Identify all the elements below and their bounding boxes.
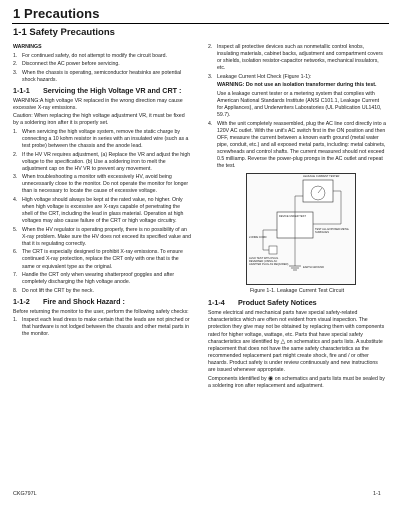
- list-item: 2. Inspect all protective devices such as nonmetallic control knobs, insulating materials, cabinet backs, adjustment and compartment covers or shields, isolation resistor-capacitor networks, mechanical insulators, etc.: [208, 44, 383, 72]
- hv-warning: WARNING:A high voltage VR replaced in the wrong direction may cause excessive X-ray emissions.: [13, 97, 183, 111]
- subsection-heading-1-1-1: 1-1-1 Servicing the High Voltage VR and CRT :: [13, 85, 182, 95]
- leakage-paragraph: Use a leakage current tester or a metering system that complies with American National Standards Institute (ANSI C101.1, Leakage Current for Appliances), and Underwriters Laboratories (UL Publication UL1410, 59.7).: [217, 90, 382, 119]
- list-item: 1. For continued safety, do not attempt to modify the circuit board.: [13, 52, 167, 59]
- seal-circle-icon: ◉: [268, 375, 274, 382]
- figure-caption: Figure 1-1. Leakage Current Test Circuit: [249, 288, 345, 295]
- left-column: [13, 44, 191, 340]
- seal-notice-paragraph: Components identified by ◉ on schematics and parts lists must be sealed by a soldering iron after replacement and adjustment.: [208, 375, 385, 389]
- tester-label: LEAKAGE CURRENT TESTER: [303, 175, 340, 179]
- wire-label: 2-WIRE CORD: [249, 236, 267, 240]
- ac-plug: [269, 246, 277, 254]
- list-item: 2. Disconnect the AC power before servicing.: [13, 61, 120, 68]
- list-item: 7. Handle the CRT only when wearing shatterproof goggles and after completely discharging the high voltage anode.: [13, 272, 175, 286]
- list-item: 3. When the chassis is operating, semiconductor heatsinks are potential shock hazards.: [13, 69, 182, 83]
- earth-label: EARTH GROUND: [303, 266, 324, 270]
- list-item: 2. If the HV VR requires adjustment, (a) Replace the VR and adjust the high voltage to the specification. (b) Use a soldering iron to melt the adjustment cap on the HV VR to prevent any movement.: [13, 151, 191, 172]
- leakage-current-diagram: [246, 173, 356, 285]
- list-item: 8. Do not lift the CRT by the neck.: [13, 287, 94, 294]
- list-item: 4. High voltage should always be kept at the rated value, no higher. Only when high voltage is excessive are X-rays capable of penetrating the shell of the CRT, including the lead in glass material. Operation at high voltages may also cause failure of the CRT or high voltage circuitry.: [13, 196, 184, 225]
- list-item: 4. With the unit completely reassembled, plug the AC line cord directly into a 120V AC outlet. With the unit's AC switch first in the ON position and then OFF, measure the current between a known earth ground (metal water pipe, conduit, etc.) and all exposed metal parts, including: metal cabinets, screwheads and control shafts. The current measured should not exceed 0.5 milliamp. Reverse the power-plug prongs in the AC outlet and repeat the test.: [208, 120, 386, 170]
- chapter-rule: [12, 23, 389, 24]
- test-all-label: TEST ALL EXPOSED METAL SURFACES: [315, 228, 350, 235]
- warning-triangle-icon: △: [280, 338, 286, 345]
- hv-caution: Caution: When replacing the high voltage adjustment VR, it must be fixed by a soldering iron after it is properly set.: [13, 113, 185, 127]
- device-label: DEVICE UNDER TEST: [279, 215, 306, 219]
- safety-notice-paragraph: Some electrical and mechanical parts have special safety-related characteristics which are often not evident from visual inspection. The protection they give may not be obtained by replacing them with components rated for higher voltage, wattage, etc. Parts that have special safety characteristics are identified by △ on schematics and parts lists. A substitute replacement that does not have the same safety characteristics as the recommended replacement part might create shock, fire and / or other hazards. Product safety is under review continuously and new instructions are issued whenever appropriate.: [208, 310, 385, 374]
- subsection-heading-1-1-4: 1-1-4 Product Safety Notices: [208, 298, 317, 308]
- footer-page-number: 1-1: [373, 491, 381, 497]
- section-title: 1-1 Safety Precautions: [13, 27, 115, 38]
- list-item: 3. When troubleshooting a monitor with excessively HV, avoid being unnecessarily close to the monitor. Do not operate the monitor for longer than is necessary to locate the cause of excessive voltage.: [13, 174, 189, 195]
- meter-box: [303, 180, 333, 202]
- list-item: 1. When servicing the high voltage system, remove the static charge by connecting a 10 kohm resistor in series with an insulated wire (such as a test probe) between the chassis and the anode lead.: [13, 128, 189, 150]
- fire-shock-intro: Before returning the monitor to the user, perform the following safety checks:: [13, 308, 189, 315]
- list-item: 3. Leakage Current Hot Check (Figure 1-1):: [208, 73, 312, 80]
- right-column: [208, 44, 386, 391]
- chapter-title: 1 Precautions: [13, 6, 100, 21]
- list-item: 5. When the HV regulator is operating properly, there is no possibility of an X-ray problem. Make sure the HV does not exceed its specified value and that it is regulating correctly.: [13, 226, 191, 247]
- also-test-label: ALSO TEST WITH PLUG REVERSED (USING AC ADAPTER PLUG AS REQUIRED): [249, 257, 289, 267]
- leakage-warning: WARNING: Do not use an isolation transformer during this test.: [217, 82, 377, 89]
- warnings-heading: WARNINGS: [13, 44, 42, 50]
- subsection-heading-1-1-2: 1-1-2 Fire and Shock Hazard :: [13, 296, 125, 306]
- list-item: 1. Inspect each lead dress to make certain that the leads are not pinched or that hardware is not lodged between the chassis and other metal parts in the monitor.: [13, 317, 190, 338]
- footer-model: CKG797L: [13, 491, 37, 497]
- list-item: 6. The CRT is especially designed to prohibit X-ray emissions. To ensure continued X-ray protection, replace the CRT only with one that is the same or equivalent type as the original.: [13, 249, 183, 270]
